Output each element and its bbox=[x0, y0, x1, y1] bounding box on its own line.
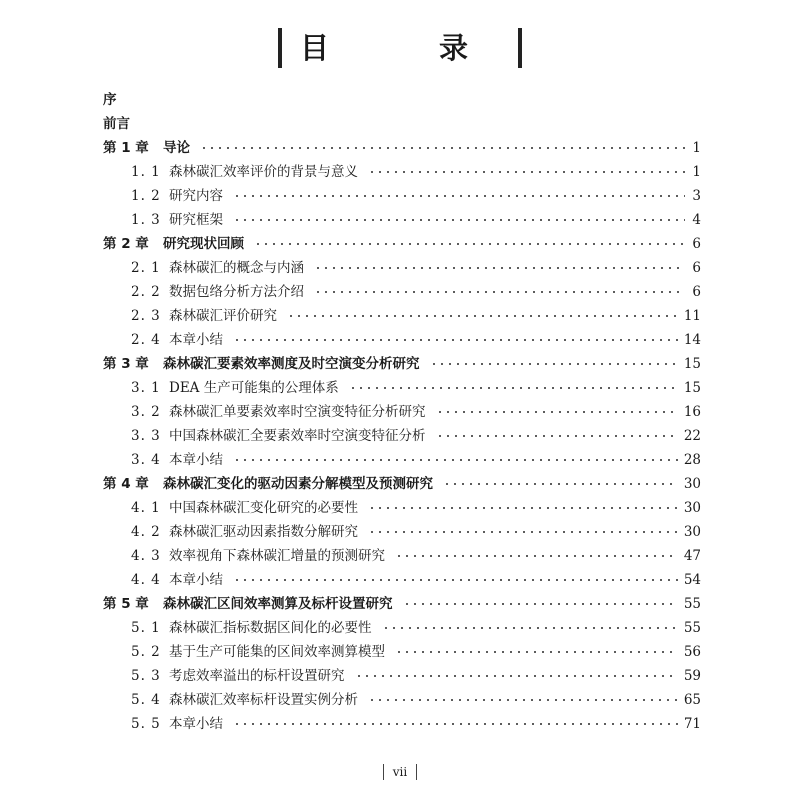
toc-leader-dots bbox=[233, 195, 685, 197]
toc-entry-title: 中国森林碳汇全要素效率时空演变特征分析 bbox=[169, 428, 426, 444]
toc-chapter-entry bbox=[103, 592, 701, 616]
toc-entry-page: 71 bbox=[683, 716, 701, 732]
toc-preface-entry bbox=[103, 112, 701, 136]
toc-chapter-entry bbox=[103, 352, 701, 376]
toc-section-entry bbox=[103, 544, 701, 568]
toc-leader-dots bbox=[349, 387, 678, 389]
toc-entry-title: 前言 bbox=[103, 116, 130, 132]
toc-leader-dots bbox=[233, 219, 685, 221]
toc-entry-title: 考虑效率溢出的标杆设置研究 bbox=[169, 668, 345, 684]
toc-leader-dots bbox=[382, 627, 678, 629]
toc-entry-page: 22 bbox=[683, 428, 701, 444]
toc-entry-title: 数据包络分析方法介绍 bbox=[169, 284, 304, 300]
toc-section-entry bbox=[103, 328, 701, 352]
toc-entry-number: 3. 4 bbox=[131, 452, 161, 468]
toc-section-entry bbox=[103, 640, 701, 664]
toc-leader-dots bbox=[314, 291, 685, 293]
toc-entry-number: 4. 4 bbox=[131, 572, 161, 588]
toc-entry-number: 第 1 章 bbox=[103, 140, 149, 156]
toc-entry-title: 基于生产可能集的区间效率测算模型 bbox=[169, 644, 385, 660]
toc-section-entry bbox=[103, 448, 701, 472]
toc-entry-title: 森林碳汇的概念与内涵 bbox=[169, 260, 304, 276]
toc-entry-number: 5. 3 bbox=[131, 668, 161, 684]
toc-leader-dots bbox=[314, 267, 685, 269]
toc-entry-page: 16 bbox=[683, 404, 701, 420]
toc-section-entry bbox=[103, 424, 701, 448]
page-title: 目 录 bbox=[278, 26, 522, 70]
toc-entry-page: 56 bbox=[683, 644, 701, 660]
toc-entry-title: 效率视角下森林碳汇增量的预测研究 bbox=[169, 548, 385, 564]
table-of-contents bbox=[103, 88, 701, 736]
toc-entry-page: 15 bbox=[683, 356, 701, 372]
toc-section-entry bbox=[103, 304, 701, 328]
toc-entry-title: 森林碳汇评价研究 bbox=[169, 308, 277, 324]
toc-preface-entry bbox=[103, 88, 701, 112]
toc-entry-title: 序 bbox=[103, 92, 117, 108]
toc-leader-dots bbox=[355, 675, 678, 677]
toc-section-entry bbox=[103, 520, 701, 544]
toc-entry-title: 本章小结 bbox=[169, 452, 223, 468]
toc-section-entry bbox=[103, 568, 701, 592]
toc-entry-page: 47 bbox=[683, 548, 701, 564]
toc-entry-page: 1 bbox=[692, 164, 701, 180]
toc-entry-title: 森林碳汇指标数据区间化的必要性 bbox=[169, 620, 372, 636]
toc-leader-dots bbox=[395, 651, 678, 653]
toc-entry-title: 导论 bbox=[163, 140, 190, 156]
toc-entry-number: 3. 2 bbox=[131, 404, 161, 420]
toc-entry-title: 森林碳汇变化的驱动因素分解模型及预测研究 bbox=[163, 476, 433, 492]
toc-entry-number: 第 3 章 bbox=[103, 356, 149, 372]
toc-leader-dots bbox=[254, 243, 685, 245]
toc-entry-number: 1. 1 bbox=[131, 164, 161, 180]
toc-section-entry bbox=[103, 712, 701, 736]
toc-entry-page: 28 bbox=[683, 452, 701, 468]
toc-leader-dots bbox=[436, 435, 678, 437]
toc-entry-page: 4 bbox=[692, 212, 701, 228]
toc-leader-dots bbox=[430, 363, 678, 365]
toc-entry-page: 6 bbox=[692, 260, 701, 276]
toc-leader-dots bbox=[287, 315, 678, 317]
toc-entry-number: 2. 4 bbox=[131, 332, 161, 348]
toc-section-entry bbox=[103, 208, 701, 232]
toc-leader-dots bbox=[368, 699, 678, 701]
toc-entry-title: 森林碳汇区间效率测算及标杆设置研究 bbox=[163, 596, 393, 612]
page-footer bbox=[0, 764, 800, 780]
page-number: vii bbox=[383, 764, 417, 780]
toc-leader-dots bbox=[233, 339, 678, 341]
toc-entry-number: 4. 3 bbox=[131, 548, 161, 564]
toc-section-entry bbox=[103, 664, 701, 688]
toc-leader-dots bbox=[436, 411, 678, 413]
toc-section-entry bbox=[103, 616, 701, 640]
toc-entry-title: 研究内容 bbox=[169, 188, 223, 204]
toc-leader-dots bbox=[368, 531, 678, 533]
toc-leader-dots bbox=[395, 555, 678, 557]
toc-entry-page: 3 bbox=[692, 188, 701, 204]
toc-entry-number: 2. 3 bbox=[131, 308, 161, 324]
toc-leader-dots bbox=[233, 459, 678, 461]
toc-entry-number: 第 2 章 bbox=[103, 236, 149, 252]
toc-leader-dots bbox=[443, 483, 678, 485]
toc-section-entry bbox=[103, 256, 701, 280]
toc-entry-title: 本章小结 bbox=[169, 572, 223, 588]
toc-entry-page: 1 bbox=[692, 140, 701, 156]
toc-entry-title: 森林碳汇驱动因素指数分解研究 bbox=[169, 524, 358, 540]
toc-leader-dots bbox=[200, 147, 685, 149]
toc-entry-number: 5. 4 bbox=[131, 692, 161, 708]
toc-chapter-entry bbox=[103, 472, 701, 496]
toc-entry-title: 本章小结 bbox=[169, 716, 223, 732]
toc-entry-title: 森林碳汇单要素效率时空演变特征分析研究 bbox=[169, 404, 426, 420]
toc-entry-page: 55 bbox=[683, 596, 701, 612]
toc-entry-number: 4. 2 bbox=[131, 524, 161, 540]
toc-entry-number: 3. 1 bbox=[131, 380, 161, 396]
toc-entry-page: 30 bbox=[683, 500, 701, 516]
toc-entry-page: 6 bbox=[692, 236, 701, 252]
toc-entry-page: 6 bbox=[692, 284, 701, 300]
toc-entry-number: 2. 2 bbox=[131, 284, 161, 300]
toc-entry-title: 研究框架 bbox=[169, 212, 223, 228]
toc-leader-dots bbox=[368, 507, 678, 509]
toc-entry-page: 30 bbox=[683, 476, 701, 492]
page-title-container bbox=[0, 26, 800, 70]
toc-entry-title: DEA 生产可能集的公理体系 bbox=[169, 380, 339, 396]
toc-section-entry bbox=[103, 688, 701, 712]
toc-entry-number: 第 5 章 bbox=[103, 596, 149, 612]
toc-entry-title: 研究现状回顾 bbox=[163, 236, 244, 252]
toc-entry-number: 5. 1 bbox=[131, 620, 161, 636]
toc-section-entry bbox=[103, 160, 701, 184]
toc-section-entry bbox=[103, 400, 701, 424]
toc-entry-number: 2. 1 bbox=[131, 260, 161, 276]
toc-entry-title: 中国森林碳汇变化研究的必要性 bbox=[169, 500, 358, 516]
toc-leader-dots bbox=[233, 723, 678, 725]
toc-chapter-entry bbox=[103, 136, 701, 160]
toc-entry-number: 1. 3 bbox=[131, 212, 161, 228]
toc-entry-title: 本章小结 bbox=[169, 332, 223, 348]
toc-entry-page: 65 bbox=[683, 692, 701, 708]
toc-chapter-entry bbox=[103, 232, 701, 256]
toc-entry-number: 4. 1 bbox=[131, 500, 161, 516]
toc-entry-page: 14 bbox=[683, 332, 701, 348]
toc-section-entry bbox=[103, 280, 701, 304]
toc-entry-page: 55 bbox=[683, 620, 701, 636]
toc-entry-page: 54 bbox=[683, 572, 701, 588]
toc-entry-number: 1. 2 bbox=[131, 188, 161, 204]
toc-section-entry bbox=[103, 376, 701, 400]
toc-entry-number: 5. 2 bbox=[131, 644, 161, 660]
toc-leader-dots bbox=[368, 171, 685, 173]
toc-entry-number: 第 4 章 bbox=[103, 476, 149, 492]
toc-leader-dots bbox=[403, 603, 678, 605]
toc-entry-page: 11 bbox=[683, 308, 701, 324]
toc-leader-dots bbox=[233, 579, 678, 581]
toc-entry-page: 15 bbox=[683, 380, 701, 396]
toc-section-entry bbox=[103, 496, 701, 520]
toc-entry-title: 森林碳汇效率标杆设置实例分析 bbox=[169, 692, 358, 708]
toc-entry-page: 59 bbox=[683, 668, 701, 684]
toc-entry-number: 5. 5 bbox=[131, 716, 161, 732]
toc-entry-page: 30 bbox=[683, 524, 701, 540]
toc-entry-number: 3. 3 bbox=[131, 428, 161, 444]
toc-entry-title: 森林碳汇效率评价的背景与意义 bbox=[169, 164, 358, 180]
toc-section-entry bbox=[103, 184, 701, 208]
toc-entry-title: 森林碳汇要素效率测度及时空演变分析研究 bbox=[163, 356, 420, 372]
